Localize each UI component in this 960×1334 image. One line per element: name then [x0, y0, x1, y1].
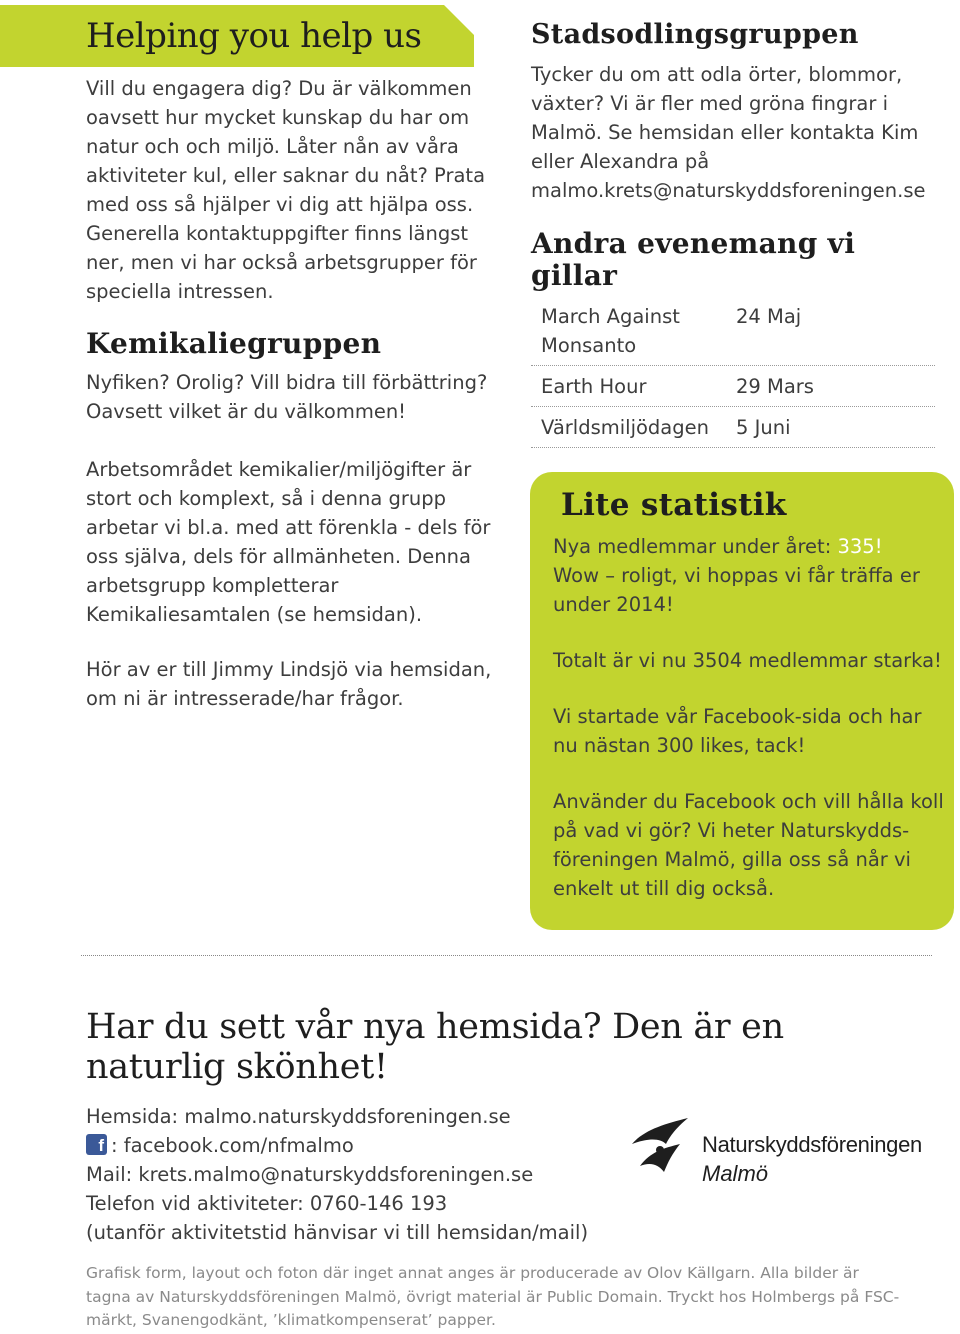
event-row [531, 413, 935, 448]
event-name: Earth Hour [541, 375, 647, 398]
phone-line: Telefon vid aktiviteter: 0760-146 193 [86, 1192, 448, 1215]
kemikalie-paragraph-1: Nyfiken? Orolig? Vill bidra till förbättring? Oavsett vilket är du välkommen! [86, 371, 488, 423]
new-members-label: Nya medlemmar under året: [553, 535, 838, 558]
facebook-url[interactable]: : facebook.com/nfmalmo [111, 1134, 354, 1157]
website-heading: Har du sett vår nya hemsida? Den är en naturlig skönhet! [86, 1007, 784, 1087]
credits-text: Grafisk form, layout och foton där inget annat anges är producerade av Olov Källgarn. Alla bilder är tagna av Naturskyddsföreningen Malmö, övrigt material är Public Domain. Tryckt hos Holmbergs på FSC-märkt, Svanengodkänt, ’klimatkompenserat’ papper. [86, 1264, 900, 1329]
facebook-line[interactable] [86, 1131, 606, 1160]
contact-info [86, 1102, 606, 1247]
organization-logo [630, 1108, 950, 1198]
event-row [531, 302, 935, 366]
events-table [531, 302, 935, 454]
kemikalie-paragraph-3: Hör av er till Jimmy Lindsjö via hemsidan, om ni är intresserade/har frågor. [86, 658, 492, 710]
event-name: Världsmiljödagen [541, 416, 709, 439]
stadsodling-paragraph: Tycker du om att odla örter, blommor, växter? Vi är fler med gröna fingrar i Malmö. Se hemsidan eller kontakta Kim eller Alexandra på malmo.krets@naturskyddsforeningen.se [531, 63, 926, 202]
page-title: Helping you help us [86, 16, 422, 56]
statistics-new-members [553, 532, 945, 619]
stadsodling-heading: Stadsodlingsgruppen [531, 19, 859, 50]
mail-line[interactable]: Mail: krets.malmo@naturskyddsforeningen.se [86, 1163, 534, 1186]
bird-logo-icon [630, 1114, 694, 1186]
event-date: 5 Juni [736, 416, 791, 439]
website-line[interactable]: Hemsida: malmo.naturskyddsforeningen.se [86, 1105, 511, 1128]
new-members-note: Wow – roligt, vi hoppas vi får träffa er under 2014! [553, 564, 920, 616]
kemikalie-paragraph-2: Arbetsområdet kemikalier/miljögifter är stort och komplext, så i denna grupp arbetar vi bl.a. med att förenkla - dels för oss själva, dels för allmänheten. Denna arbetsgrupp kompletterar Kemikaliesamtalen (se hemsidan). [86, 458, 491, 626]
event-date: 24 Maj [736, 305, 802, 328]
phone-note: (utanför aktivitetstid hänvisar vi till hemsidan/mail) [86, 1221, 589, 1244]
statistics-facebook-likes: Vi startade vår Facebook-sida och har nu nästan 300 likes, tack! [553, 705, 922, 757]
kemikalie-heading: Kemikaliegruppen [86, 327, 382, 360]
new-members-count: 335! [837, 535, 883, 558]
facebook-icon: f [86, 1134, 107, 1155]
section-divider [81, 955, 932, 956]
statistics-total-members: Totalt är vi nu 3504 medlemmar starka! [553, 649, 942, 672]
statistics-facebook-invite: Använder du Facebook och vill hålla koll på vad vi gör? Vi heter Naturskydds-föreningen Malmö, gilla oss så når vi enkelt ut till dig också. [553, 790, 944, 900]
events-heading: Andra evenemang vi gillar [531, 227, 856, 292]
event-name: March Against Monsanto [541, 305, 680, 357]
event-row [531, 372, 935, 407]
intro-paragraph: Vill du engagera dig? Du är välkommen oavsett hur mycket kunskap du har om natur och och miljö. Låter nån av våra aktiviteter kul, eller saknar du nåt? Prata med oss så hjälper vi dig att hjälpa oss. Generella kontaktuppgifter finns längst ner, men vi har också arbetsgrupper för speciella intressen. [86, 77, 486, 303]
statistics-heading: Lite statistik [561, 487, 787, 523]
logo-name: Naturskyddsföreningen [702, 1132, 922, 1157]
event-date: 29 Mars [736, 375, 814, 398]
statistics-content [553, 532, 945, 930]
logo-city: Malmö [702, 1161, 769, 1186]
